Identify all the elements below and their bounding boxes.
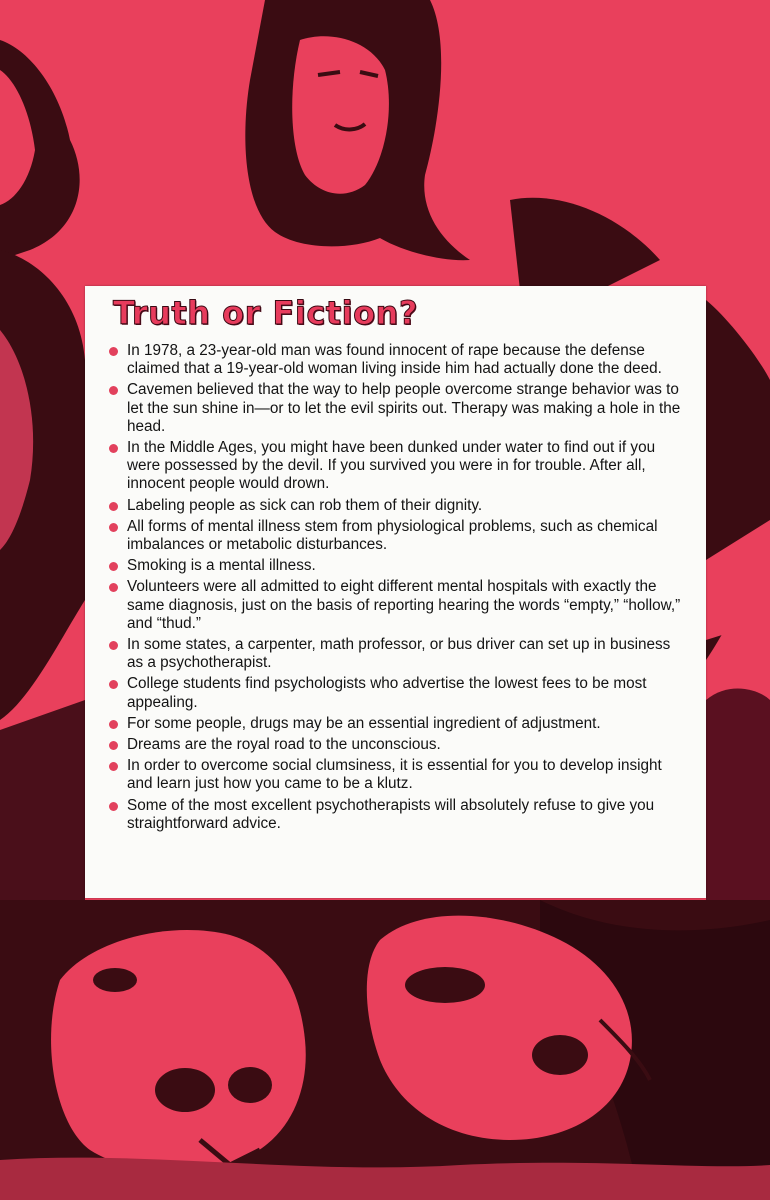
statement-text: All forms of mental illness stem from physiological problems, such as chemical imbalances or metabolic disturbances.	[127, 517, 658, 554]
list-item	[107, 797, 688, 833]
statement-text: Dreams are the royal road to the unconscious.	[127, 736, 441, 754]
bullet-icon	[109, 680, 118, 689]
statement-text: Labeling people as sick can rob them of their dignity.	[127, 496, 483, 514]
bullet-icon	[109, 741, 118, 750]
truth-or-fiction-panel	[85, 286, 706, 898]
statement-text: Some of the most excellent psychotherapists will absolutely refuse to give you straightforward advice.	[127, 796, 655, 832]
bullet-icon	[109, 523, 118, 532]
list-item	[107, 518, 688, 554]
bullet-icon	[109, 720, 118, 729]
list-item	[107, 736, 688, 754]
statement-text: Cavemen believed that the way to help people overcome strange behavior was to let the sun shine in—or to let the evil spirits out. Therapy was making a hole in the head.	[127, 381, 681, 435]
list-item	[107, 675, 688, 711]
list-item	[107, 757, 688, 793]
list-item	[107, 715, 688, 733]
statement-text: College students find psychologists who advertise the lowest fees to be most appealing.	[127, 675, 647, 711]
bullet-icon	[109, 802, 118, 811]
list-item	[107, 578, 688, 633]
skull-left	[51, 930, 306, 1172]
bullet-icon	[109, 502, 118, 511]
bullet-icon	[109, 762, 118, 771]
list-item	[107, 557, 688, 575]
list-item	[107, 342, 688, 378]
list-item	[107, 497, 688, 515]
list-item	[107, 636, 688, 672]
statement-text: In some states, a carpenter, math professor, or bus driver can set up in business as a psychotherapist.	[127, 636, 671, 672]
bullet-icon	[109, 562, 118, 571]
bullet-icon	[109, 583, 118, 592]
statement-text: In the Middle Ages, you might have been dunked under water to find out if you were possessed by the devil. If you survived you were in for trouble. After all, innocent people would drown.	[127, 439, 656, 493]
panel-title: Truth or Fiction?	[113, 294, 418, 332]
statement-text: In order to overcome social clumsiness, it is essential for you to develop insight and learn just how you came to be a klutz.	[127, 757, 662, 793]
statement-text: Smoking is a mental illness.	[127, 557, 316, 575]
statement-text: In 1978, a 23-year-old man was found innocent of rape because the defense claimed that a 19-year-old woman living inside him had actually done the deed.	[127, 342, 662, 378]
list-item	[107, 381, 688, 436]
statement-text: For some people, drugs may be an essential ingredient of adjustment.	[127, 714, 601, 732]
statement-text: Volunteers were all admitted to eight different mental hospitals with exactly the same diagnosis, just on the basis of reporting hearing the words “empty,” “hollow,” and “thud.”	[127, 578, 681, 632]
list-item	[107, 439, 688, 494]
bullet-icon	[109, 386, 118, 395]
statement-list	[107, 342, 688, 833]
bullet-icon	[109, 347, 118, 356]
bullet-icon	[109, 641, 118, 650]
bullet-icon	[109, 444, 118, 453]
